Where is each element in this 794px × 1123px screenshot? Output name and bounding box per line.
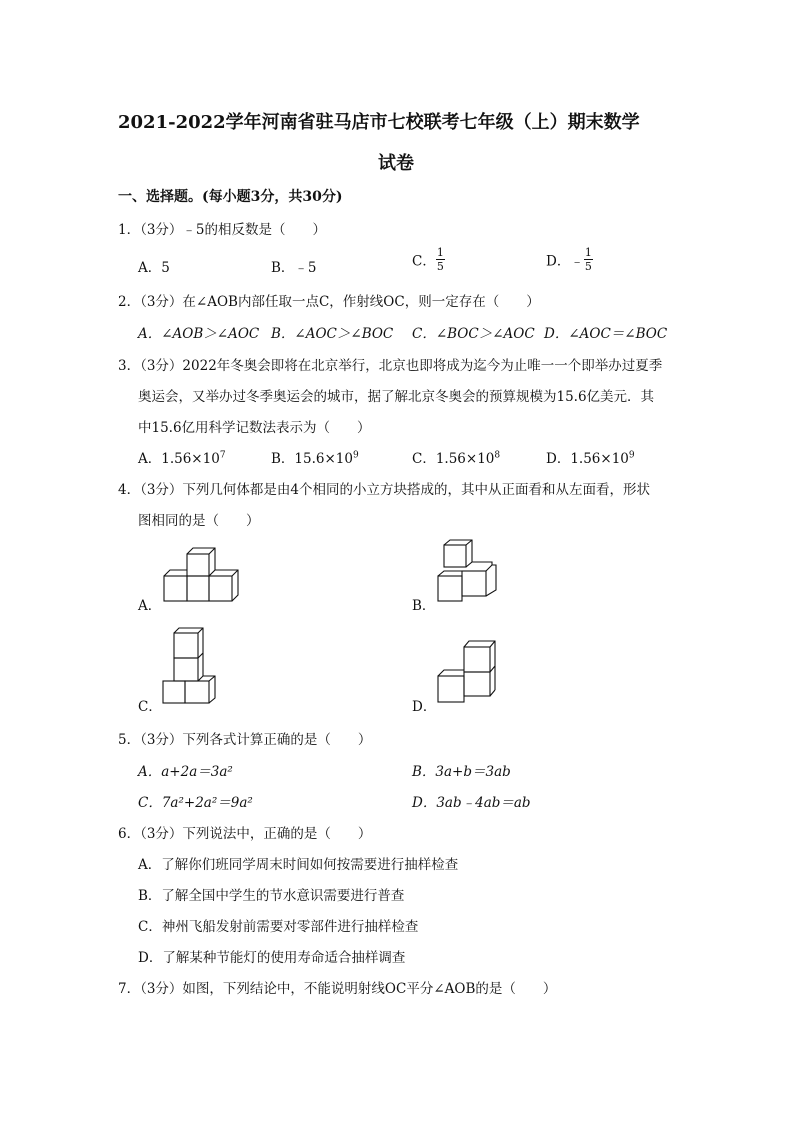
q3-option-d	[546, 447, 635, 467]
q3-option-a	[138, 447, 226, 467]
q4-option-b-figure	[434, 538, 500, 606]
q2-option-a: A．∠AOB＞∠AOC	[138, 326, 260, 342]
q6-stem: 6．（3分）下列说法中，正确的是（ ）	[118, 826, 372, 842]
q4-option-d-figure	[434, 635, 500, 707]
q7-stem: 7．（3分）如图，下列结论中，不能说明射线OC平分∠AOB的是（ ）	[118, 981, 557, 997]
q1-option-c-label: C．	[412, 253, 436, 270]
q6-option-c: C．神州飞船发射前需要对零部件进行抽样检查	[138, 919, 419, 935]
q6-option-a: A．了解你们班同学周末时间如何按需要进行抽样检查	[138, 857, 459, 873]
q2-option-d: D．∠AOC＝∠BOC	[544, 326, 668, 342]
q3-option-c-exp: 8	[494, 450, 501, 461]
q3-option-b-base: B．15.6×10	[271, 451, 353, 467]
q3-line2: 奥运会，又举办过冬季奥运会的城市，据了解北京冬奥会的预算规模为15.6亿美元．其	[138, 389, 655, 405]
q1-option-c	[412, 246, 445, 273]
section-heading: 一、选择题。(每小题3分，共30分)	[118, 189, 343, 205]
q5-option-a: A．a+2a＝3a²	[138, 764, 233, 780]
q1-stem: 1．（3分）﹣5的相反数是（ ）	[118, 222, 327, 238]
fraction-denominator: 5	[436, 260, 444, 273]
q3-option-c-base: C．1.56×10	[412, 451, 495, 467]
page-title-line1: 2021-2022学年河南省驻马店市七校联考七年级（上）期末数学	[118, 112, 640, 133]
q1-option-a: A．5	[138, 260, 170, 276]
q5-option-b: B．3a+b＝3ab	[412, 764, 511, 780]
q3-option-d-base: D．1.56×10	[546, 451, 629, 467]
q5-stem: 5．（3分）下列各式计算正确的是（ ）	[118, 732, 372, 748]
q2-option-b: B．∠AOC＞∠BOC	[271, 326, 394, 342]
page-title-line2: 试卷	[378, 153, 414, 174]
q5-option-d: D．3ab﹣4ab＝ab	[412, 795, 531, 811]
q3-option-a-base: A．1.56×10	[138, 451, 220, 467]
q3-line1: 3．（3分）2022年冬奥会即将在北京举行，北京也即将成为迄今为止唯一一个即举办过夏季	[118, 358, 663, 374]
q1-option-d-fraction	[584, 246, 593, 273]
q1-option-c-fraction	[436, 246, 445, 273]
q3-option-c	[412, 447, 500, 467]
q6-option-d: D．了解某种节能灯的使用寿命适合抽样调查	[138, 950, 406, 966]
q4-line1: 4．（3分）下列几何体都是由4个相同的小立方块搭成的，其中从正面看和从左面看，形状	[118, 482, 651, 498]
q2-option-c: C．∠BOC＞∠AOC	[412, 326, 535, 342]
q2-stem: 2．（3分）在∠AOB内部任取一点C，作射线OC，则一定存在（ ）	[118, 294, 540, 310]
q4-option-a-label: A．	[138, 598, 162, 614]
q4-option-c-label: C．	[138, 699, 162, 715]
q4-option-c-figure	[160, 625, 220, 707]
q3-option-b	[271, 447, 359, 467]
q4-option-a-figure	[160, 545, 242, 605]
fraction-denominator: 5	[584, 260, 592, 273]
q1-option-d	[546, 246, 593, 273]
q4-option-b-label: B．	[412, 598, 436, 614]
fraction-numerator: 1	[436, 246, 444, 259]
q5-option-c: C．7a²+2a²＝9a²	[138, 795, 253, 811]
q3-option-b-exp: 9	[352, 450, 359, 461]
fraction-numerator: 1	[584, 246, 592, 259]
q4-line2: 图相同的是（ ）	[138, 513, 260, 529]
q3-line3: 中15.6亿用科学记数法表示为（ ）	[138, 420, 371, 436]
q3-option-a-exp: 7	[219, 450, 226, 461]
q4-option-d-label: D．	[412, 699, 437, 715]
q1-option-b: B．﹣5	[271, 260, 317, 276]
q6-option-b: B．了解全国中学生的节水意识需要进行普查	[138, 888, 405, 904]
q3-option-d-exp: 9	[628, 450, 635, 461]
q1-option-d-label: D．﹣	[546, 253, 584, 270]
